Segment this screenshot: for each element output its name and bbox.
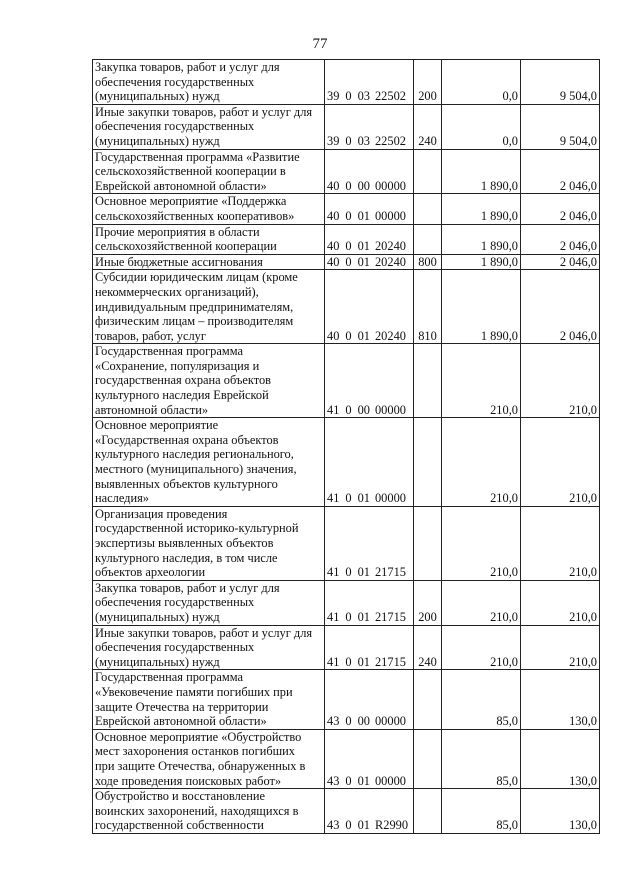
target-article-code — [325, 254, 414, 270]
row-name-cell — [93, 580, 325, 625]
row-name-cell — [93, 224, 325, 254]
amount-second-year: 2 046,0 — [521, 194, 600, 224]
amount-first-year: 210,0 — [442, 344, 521, 418]
amount-second-year: 210,0 — [521, 418, 600, 507]
program-code: 41 — [327, 609, 340, 624]
program-code: 41 — [327, 565, 340, 580]
direction-code: 22502 — [374, 89, 406, 104]
direction-code: 00000 — [374, 402, 406, 417]
target-article-code — [325, 60, 414, 105]
amount-second-year: 9 504,0 — [521, 60, 600, 105]
target-article-code — [325, 670, 414, 729]
event-code: 00 — [357, 178, 370, 193]
table-row — [93, 270, 600, 344]
event-code: 01 — [357, 654, 370, 669]
direction-code: 20240 — [374, 254, 406, 269]
row-name-cell — [93, 254, 325, 270]
row-name: Государственная программа «Сохранение, популяризация и государственная охрана объектов культурного наследия Еврейской автономной области» — [95, 344, 272, 417]
table-row — [93, 625, 600, 670]
subprogram-code: 0 — [345, 773, 352, 788]
table-row — [93, 149, 600, 194]
table-row — [93, 194, 600, 224]
table-row — [93, 418, 600, 507]
amount-second-year: 130,0 — [521, 729, 600, 788]
target-article-code — [325, 224, 414, 254]
table-row — [93, 60, 600, 105]
row-name: Государственная программа «Увековечение памяти погибших при защите Отечества на территории Еврейской автономной области» — [95, 670, 293, 729]
table-row — [93, 580, 600, 625]
event-code: 01 — [357, 491, 370, 506]
event-code: 03 — [357, 89, 370, 104]
expense-type-code: 200 — [414, 60, 442, 105]
amount-first-year: 210,0 — [442, 418, 521, 507]
table-row — [93, 104, 600, 149]
expense-type-code: 810 — [414, 270, 442, 344]
event-code: 01 — [357, 773, 370, 788]
program-code: 39 — [327, 89, 340, 104]
amount-second-year: 210,0 — [521, 506, 600, 580]
row-name: Основное мероприятие «Обустройство мест захоронения останков погибших при защите Отечества, обнаруженных в ходе проведения поисковых работ» — [95, 729, 306, 788]
expense-type-code — [414, 224, 442, 254]
target-article-code — [325, 194, 414, 224]
event-code: 01 — [357, 254, 370, 269]
subprogram-code: 0 — [345, 133, 352, 148]
event-code: 03 — [357, 133, 370, 148]
table-row — [93, 670, 600, 729]
row-name: Организация проведения государственной историко-культурной экспертизы выявленных объектов культурного наследия, в том числе объектов археологии — [95, 506, 299, 580]
direction-code: 00000 — [374, 714, 406, 729]
amount-first-year: 1 890,0 — [442, 149, 521, 194]
program-code: 40 — [327, 239, 340, 254]
expense-type-code — [414, 344, 442, 418]
subprogram-code: 0 — [345, 239, 352, 254]
table-row — [93, 254, 600, 270]
table-row — [93, 344, 600, 418]
subprogram-code: 0 — [345, 402, 352, 417]
row-name-cell — [93, 625, 325, 670]
direction-code: R2990 — [374, 818, 409, 833]
amount-second-year: 2 046,0 — [521, 149, 600, 194]
program-code: 41 — [327, 491, 340, 506]
subprogram-code: 0 — [345, 609, 352, 624]
program-code: 43 — [327, 818, 340, 833]
amount-first-year: 1 890,0 — [442, 194, 521, 224]
row-name-cell — [93, 194, 325, 224]
row-name-cell — [93, 270, 325, 344]
program-code: 41 — [327, 402, 340, 417]
amount-second-year: 210,0 — [521, 344, 600, 418]
event-code: 01 — [357, 565, 370, 580]
row-name-cell — [93, 104, 325, 149]
program-code: 39 — [327, 133, 340, 148]
program-code: 40 — [327, 178, 340, 193]
amount-second-year: 2 046,0 — [521, 224, 600, 254]
amount-first-year: 1 890,0 — [442, 224, 521, 254]
row-name-cell — [93, 344, 325, 418]
event-code: 00 — [357, 402, 370, 417]
row-name-cell — [93, 506, 325, 580]
event-code: 01 — [357, 239, 370, 254]
row-name: Закупка товаров, работ и услуг для обеспечения государственных (муниципальных) нужд — [95, 580, 280, 624]
expense-type-code — [414, 729, 442, 788]
amount-second-year: 210,0 — [521, 580, 600, 625]
amount-first-year: 1 890,0 — [442, 270, 521, 344]
direction-code: 00000 — [374, 491, 406, 506]
row-name: Государственная программа «Развитие сельскохозяйственной кооперации в Еврейской автономной области» — [95, 149, 300, 193]
program-code: 40 — [327, 254, 340, 269]
subprogram-code: 0 — [345, 714, 352, 729]
target-article-code — [325, 789, 414, 834]
subprogram-code: 0 — [345, 89, 352, 104]
row-name: Иные закупки товаров, работ и услуг для обеспечения государственных (муниципальных) нужд — [95, 625, 313, 669]
amount-second-year: 2 046,0 — [521, 270, 600, 344]
amount-second-year: 130,0 — [521, 670, 600, 729]
subprogram-code: 0 — [345, 654, 352, 669]
expense-type-code — [414, 506, 442, 580]
program-code: 43 — [327, 714, 340, 729]
program-code: 43 — [327, 773, 340, 788]
amount-second-year: 9 504,0 — [521, 104, 600, 149]
amount-first-year: 85,0 — [442, 789, 521, 834]
target-article-code — [325, 625, 414, 670]
row-name: Основное мероприятие «Поддержка сельскохозяйственных кооперативов» — [95, 194, 295, 223]
direction-code: 20240 — [374, 328, 406, 343]
subprogram-code: 0 — [345, 565, 352, 580]
direction-code: 00000 — [374, 773, 406, 788]
subprogram-code: 0 — [345, 491, 352, 506]
target-article-code — [325, 270, 414, 344]
target-article-code — [325, 344, 414, 418]
target-article-code — [325, 104, 414, 149]
subprogram-code: 0 — [345, 208, 352, 223]
table-row — [93, 506, 600, 580]
page-number: 77 — [312, 36, 328, 52]
subprogram-code: 0 — [345, 254, 352, 269]
event-code: 01 — [357, 609, 370, 624]
direction-code: 00000 — [374, 208, 406, 223]
program-code: 41 — [327, 654, 340, 669]
row-name-cell — [93, 418, 325, 507]
amount-first-year: 210,0 — [442, 580, 521, 625]
row-name: Обустройство и восстановление воинских захоронений, находящихся в государственной собственности — [95, 789, 299, 833]
expense-type-code: 800 — [414, 254, 442, 270]
amount-second-year: 130,0 — [521, 789, 600, 834]
amount-first-year: 85,0 — [442, 729, 521, 788]
target-article-code — [325, 580, 414, 625]
expense-type-code — [414, 789, 442, 834]
direction-code: 21715 — [374, 565, 406, 580]
direction-code: 22502 — [374, 133, 406, 148]
row-name-cell — [93, 149, 325, 194]
direction-code: 21715 — [374, 609, 406, 624]
budget-table — [92, 59, 600, 834]
expense-type-code: 240 — [414, 625, 442, 670]
target-article-code — [325, 149, 414, 194]
program-code: 40 — [327, 328, 340, 343]
program-code: 40 — [327, 208, 340, 223]
row-name-cell — [93, 729, 325, 788]
expense-type-code: 200 — [414, 580, 442, 625]
row-name: Субсидии юридическим лицам (кроме некоммерческих организаций), индивидуальным предпринимателям, физическим лицам – производителям товаров, работ, услуг — [95, 270, 298, 343]
row-name: Закупка товаров, работ и услуг для обеспечения государственных (муниципальных) нужд — [95, 60, 280, 104]
row-name: Иные закупки товаров, работ и услуг для обеспечения государственных (муниципальных) нужд — [95, 104, 313, 148]
direction-code: 20240 — [374, 239, 406, 254]
target-article-code — [325, 418, 414, 507]
amount-first-year: 210,0 — [442, 506, 521, 580]
amount-first-year: 0,0 — [442, 60, 521, 105]
expense-type-code — [414, 194, 442, 224]
target-article-code — [325, 506, 414, 580]
amount-first-year: 1 890,0 — [442, 254, 521, 270]
row-name-cell — [93, 670, 325, 729]
target-article-code — [325, 729, 414, 788]
subprogram-code: 0 — [345, 818, 352, 833]
direction-code: 21715 — [374, 654, 406, 669]
event-code: 00 — [357, 714, 370, 729]
direction-code: 00000 — [374, 178, 406, 193]
row-name-cell — [93, 789, 325, 834]
table-row — [93, 224, 600, 254]
expense-type-code — [414, 418, 442, 507]
amount-second-year: 2 046,0 — [521, 254, 600, 270]
expense-type-code: 240 — [414, 104, 442, 149]
subprogram-code: 0 — [345, 178, 352, 193]
expense-type-code — [414, 149, 442, 194]
row-name: Иные бюджетные ассигнования — [95, 254, 263, 269]
table-row — [93, 789, 600, 834]
amount-second-year: 210,0 — [521, 625, 600, 670]
event-code: 01 — [357, 328, 370, 343]
amount-first-year: 0,0 — [442, 104, 521, 149]
table-row — [93, 729, 600, 788]
subprogram-code: 0 — [345, 328, 352, 343]
amount-first-year: 85,0 — [442, 670, 521, 729]
row-name-cell — [93, 60, 325, 105]
row-name: Основное мероприятие «Государственная охрана объектов культурного наследия регионального, местного (муниципального) значения, выявленных объектов культурного наследия» — [95, 418, 297, 506]
event-code: 01 — [357, 208, 370, 223]
budget-table-body — [93, 60, 600, 834]
event-code: 01 — [357, 818, 370, 833]
expense-type-code — [414, 670, 442, 729]
amount-first-year: 210,0 — [442, 625, 521, 670]
row-name: Прочие мероприятия в области сельскохозяйственной кооперации — [95, 224, 277, 254]
